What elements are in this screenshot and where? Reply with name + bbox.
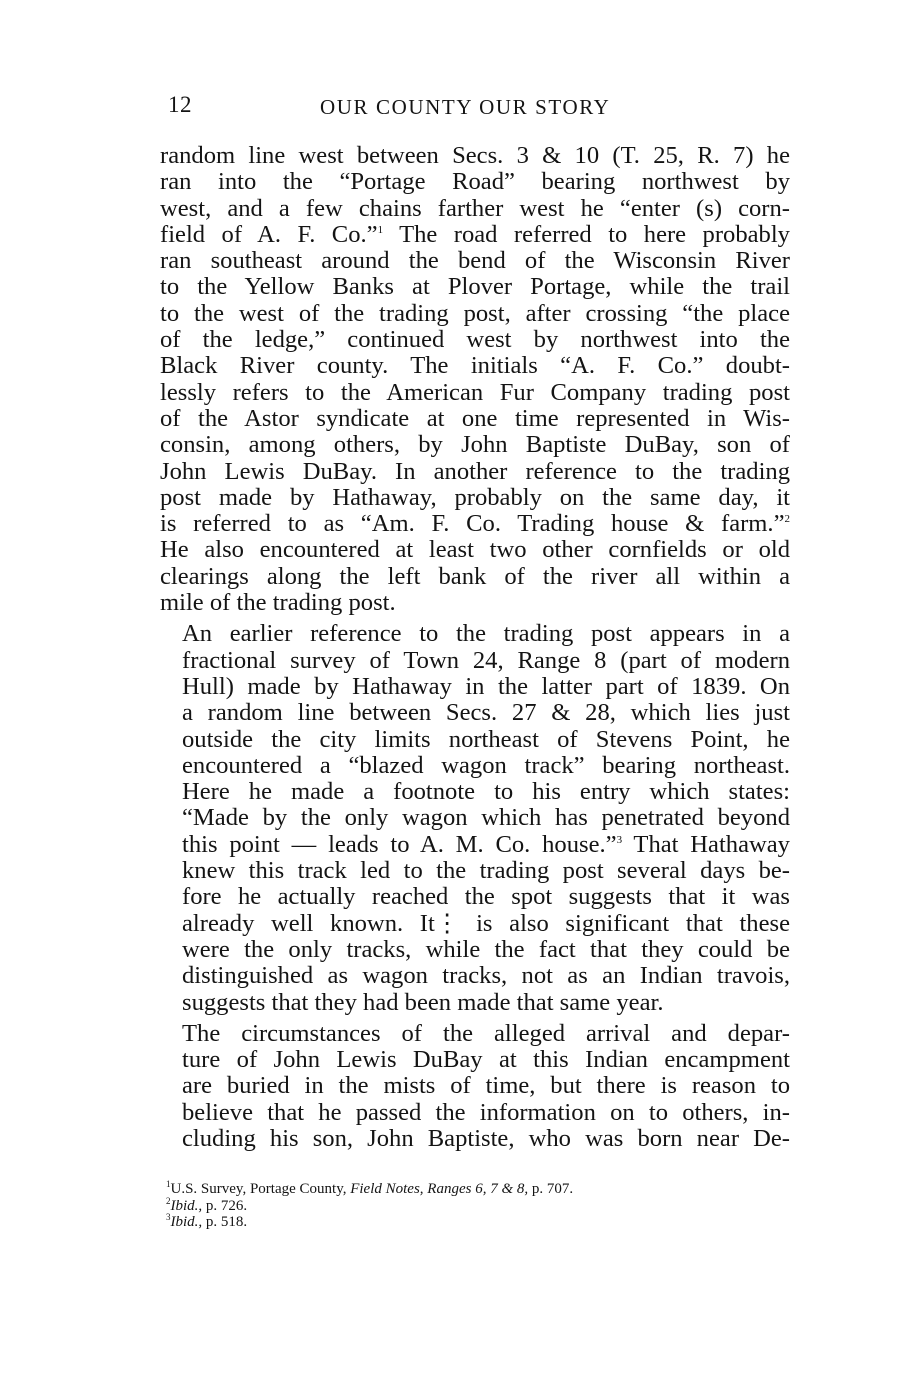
footnote-italic: Ibid., — [170, 1197, 203, 1214]
footnote-mark: 1 — [166, 1179, 171, 1189]
text-segment: is referred to as “Am. F. Co. Trading house & farm.” — [160, 510, 785, 538]
text-line: He also encountered at least two other cornfields or old — [160, 536, 790, 564]
text-line: cluding his son, John Baptiste, who was born near De- — [182, 1124, 790, 1152]
text-line: ture of John Lewis DuBay at this Indian encampment — [182, 1046, 790, 1074]
text-segment: That Hathaway — [633, 830, 790, 858]
page-number: 12 — [168, 92, 192, 117]
text-line — [160, 222, 790, 248]
text-line: were the only tracks, while the fact that they could be — [182, 935, 790, 963]
text-segment: this point — leads to A. M. Co. house.” — [182, 830, 617, 858]
running-head — [168, 92, 790, 126]
text-line: ran into the “Portage Road” bearing northwest by — [160, 168, 790, 196]
footnote-mark: 3 — [166, 1212, 171, 1222]
text-line: John Lewis DuBay. In another reference to the trading — [160, 457, 790, 485]
body-text — [160, 143, 790, 1152]
text-line: a random line between Secs. 27 & 28, which lies just — [182, 699, 790, 727]
text-line: ran southeast around the bend of the Wisconsin River — [160, 247, 790, 275]
text-line: suggests that they had been made that same year. — [182, 988, 664, 1016]
text-line: lessly refers to the American Fur Company trading post — [160, 378, 790, 406]
text-line: to the Yellow Banks at Plover Portage, while the trail — [160, 273, 790, 301]
text-line: already well known. It⋮ is also significant that these — [182, 909, 790, 937]
text-line: post made by Hathaway, probably on the same day, it — [160, 483, 790, 511]
footnote-ref-1: 1 — [377, 223, 384, 236]
footnote-italic: Field Notes, Ranges 6, 7 & 8, — [350, 1181, 529, 1197]
text-line: Here he made a footnote to his entry which states: — [182, 778, 790, 806]
footnote-page: p. 726. — [202, 1197, 248, 1214]
footnote-text: U.S. Survey, Portage County, — [170, 1181, 351, 1197]
text-line: consin, among others, by John Baptiste DuBay, son of — [160, 431, 790, 459]
text-line: mile of the trading post. — [160, 589, 396, 617]
footnote-ref-2: 2 — [784, 512, 790, 525]
text-line: Black River county. The initials “A. F. Co.” doubt- — [160, 352, 790, 380]
text-line: west, and a few chains farther west he “enter (s) corn- — [160, 194, 790, 222]
footnote-italic: Ibid., — [170, 1214, 203, 1230]
footnotes — [166, 1181, 766, 1231]
text-line: fore he actually reached the spot suggests that it was — [182, 883, 790, 911]
text-line: of the ledge,” continued west by northwest into the — [160, 326, 790, 354]
text-line: fractional survey of Town 24, Range 8 (part of modern — [182, 646, 790, 674]
footnote-ref-3: 3 — [616, 833, 623, 846]
text-line: An earlier reference to the trading post appears in a — [182, 620, 790, 648]
text-line: Hull) made by Hathaway in the latter part of 1839. On — [182, 672, 790, 700]
footnote-1 — [166, 1181, 766, 1198]
text-segment: field of A. F. Co.” — [160, 220, 378, 248]
text-line: encountered a “blazed wagon track” bearing northeast. — [182, 751, 790, 779]
paragraph-1 — [160, 143, 790, 616]
text-line: to the west of the trading post, after crossing “the place — [160, 299, 790, 327]
text-line: The circumstances of the alleged arrival and depar- — [182, 1019, 790, 1047]
paragraph-2 — [160, 621, 790, 1015]
text-line: of the Astor syndicate at one time represented in Wis- — [160, 404, 790, 432]
text-line — [160, 511, 790, 537]
footnote-mark: 2 — [166, 1195, 171, 1206]
text-line: are buried in the mists of time, but there is reason to — [182, 1072, 790, 1100]
footnote-page: p. 707. — [528, 1181, 574, 1197]
text-line: outside the city limits northeast of Stevens Point, he — [182, 725, 790, 753]
text-line: knew this track led to the trading post several days be- — [182, 857, 790, 885]
text-segment: The road referred to here probably — [399, 220, 790, 248]
text-line: distinguished as wagon tracks, not as an Indian travois, — [182, 962, 790, 990]
running-title: OUR COUNTY OUR STORY — [320, 95, 611, 119]
paragraph-3 — [160, 1021, 790, 1152]
footnote-3 — [166, 1214, 766, 1231]
text-line: believe that he passed the information on to others, in- — [182, 1098, 790, 1126]
text-line: “Made by the only wagon which has penetrated beyond — [182, 804, 790, 832]
footnote-page: p. 518. — [202, 1214, 248, 1230]
text-line: random line west between Secs. 3 & 10 (T. 25, R. 7) he — [160, 142, 790, 169]
footnote-2 — [166, 1195, 766, 1215]
text-line: clearings along the left bank of the river all within a — [160, 562, 790, 590]
text-line — [160, 832, 790, 858]
